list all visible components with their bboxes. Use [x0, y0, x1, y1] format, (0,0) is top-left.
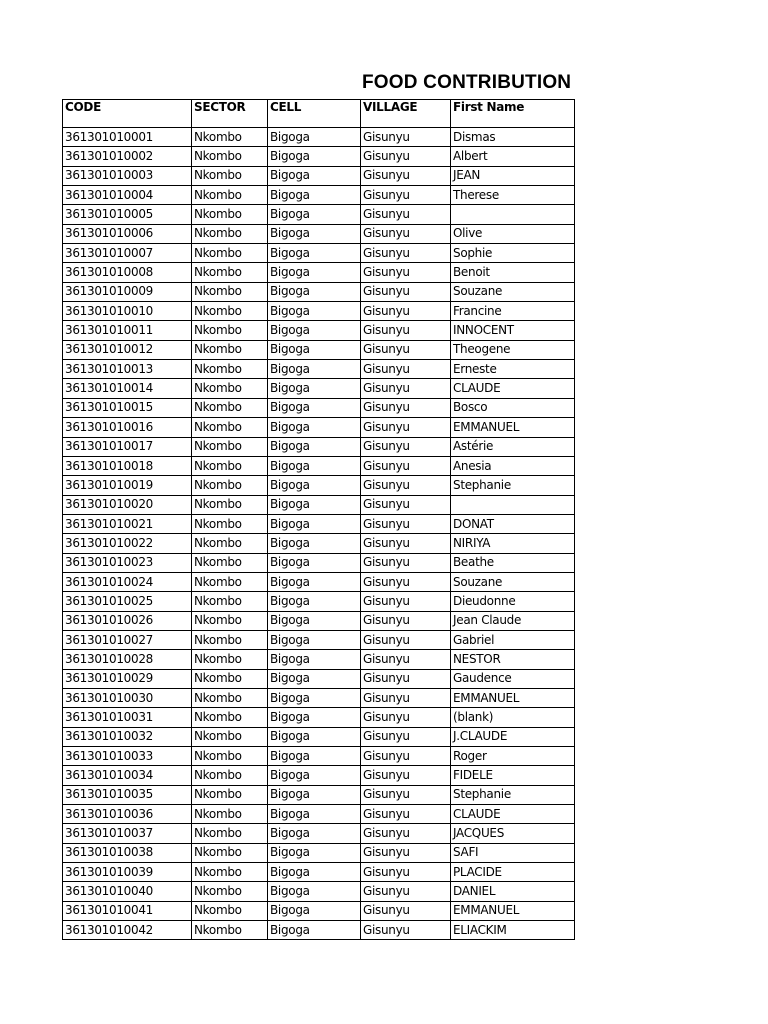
cell-village: Gisunyu — [361, 476, 451, 495]
cell-code: 361301010019 — [63, 476, 192, 495]
table-row — [63, 166, 575, 185]
cell-cell: Bigoga — [268, 456, 361, 475]
cell-first-name: EMMANUEL — [451, 418, 575, 437]
cell-village: Gisunyu — [361, 418, 451, 437]
cell-cell: Bigoga — [268, 495, 361, 514]
cell-cell: Bigoga — [268, 921, 361, 940]
cell-cell: Bigoga — [268, 166, 361, 185]
cell-cell: Bigoga — [268, 321, 361, 340]
cell-sector: Nkombo — [192, 128, 268, 147]
cell-code: 361301010026 — [63, 611, 192, 630]
cell-cell: Bigoga — [268, 379, 361, 398]
table-row — [63, 843, 575, 862]
cell-code: 361301010009 — [63, 282, 192, 301]
cell-first-name: DANIEL — [451, 882, 575, 901]
cell-code: 361301010024 — [63, 572, 192, 591]
cell-village: Gisunyu — [361, 263, 451, 282]
cell-sector: Nkombo — [192, 766, 268, 785]
cell-first-name: Benoit — [451, 263, 575, 282]
cell-village: Gisunyu — [361, 592, 451, 611]
cell-cell: Bigoga — [268, 147, 361, 166]
document-title: FOOD CONTRIBUTION — [362, 72, 572, 93]
cell-sector: Nkombo — [192, 224, 268, 243]
cell-cell: Bigoga — [268, 224, 361, 243]
cell-village: Gisunyu — [361, 611, 451, 630]
cell-cell: Bigoga — [268, 785, 361, 804]
table-row — [63, 282, 575, 301]
cell-village: Gisunyu — [361, 766, 451, 785]
cell-first-name: Dismas — [451, 128, 575, 147]
cell-first-name: Stephanie — [451, 785, 575, 804]
cell-cell: Bigoga — [268, 534, 361, 553]
cell-code: 361301010001 — [63, 128, 192, 147]
cell-sector: Nkombo — [192, 340, 268, 359]
cell-village: Gisunyu — [361, 921, 451, 940]
cell-village: Gisunyu — [361, 863, 451, 882]
cell-village: Gisunyu — [361, 708, 451, 727]
cell-village: Gisunyu — [361, 321, 451, 340]
table-row — [63, 302, 575, 321]
cell-sector: Nkombo — [192, 437, 268, 456]
cell-code: 361301010008 — [63, 263, 192, 282]
cell-sector: Nkombo — [192, 263, 268, 282]
cell-village: Gisunyu — [361, 360, 451, 379]
cell-code: 361301010036 — [63, 805, 192, 824]
cell-cell: Bigoga — [268, 128, 361, 147]
cell-first-name: Beathe — [451, 553, 575, 572]
cell-sector: Nkombo — [192, 592, 268, 611]
table-row — [63, 514, 575, 533]
table-row — [63, 669, 575, 688]
table-row — [63, 476, 575, 495]
cell-first-name: DONAT — [451, 514, 575, 533]
cell-cell: Bigoga — [268, 727, 361, 746]
cell-cell: Bigoga — [268, 824, 361, 843]
cell-first-name: EMMANUEL — [451, 901, 575, 920]
cell-cell: Bigoga — [268, 708, 361, 727]
header-row — [63, 100, 575, 128]
cell-code: 361301010012 — [63, 340, 192, 359]
column-header-first-name: First Name — [451, 100, 575, 128]
cell-code: 361301010035 — [63, 785, 192, 804]
cell-sector: Nkombo — [192, 534, 268, 553]
cell-first-name: PLACIDE — [451, 863, 575, 882]
cell-village: Gisunyu — [361, 534, 451, 553]
cell-first-name: FIDELE — [451, 766, 575, 785]
table-row — [63, 379, 575, 398]
cell-sector: Nkombo — [192, 514, 268, 533]
cell-sector: Nkombo — [192, 166, 268, 185]
cell-code: 361301010029 — [63, 669, 192, 688]
cell-cell: Bigoga — [268, 650, 361, 669]
cell-cell: Bigoga — [268, 766, 361, 785]
cell-first-name: Gabriel — [451, 630, 575, 649]
table-row — [63, 186, 575, 205]
cell-first-name: ELIACKIM — [451, 921, 575, 940]
cell-cell: Bigoga — [268, 747, 361, 766]
cell-cell: Bigoga — [268, 398, 361, 417]
table-row — [63, 437, 575, 456]
cell-village: Gisunyu — [361, 302, 451, 321]
cell-code: 361301010041 — [63, 901, 192, 920]
cell-village: Gisunyu — [361, 379, 451, 398]
table-row — [63, 650, 575, 669]
cell-village: Gisunyu — [361, 669, 451, 688]
column-header-cell: CELL — [268, 100, 361, 128]
cell-cell: Bigoga — [268, 863, 361, 882]
cell-sector: Nkombo — [192, 302, 268, 321]
cell-village: Gisunyu — [361, 398, 451, 417]
cell-village: Gisunyu — [361, 224, 451, 243]
table-row — [63, 205, 575, 224]
cell-sector: Nkombo — [192, 727, 268, 746]
cell-first-name: JACQUES — [451, 824, 575, 843]
cell-village: Gisunyu — [361, 166, 451, 185]
cell-sector: Nkombo — [192, 843, 268, 862]
cell-sector: Nkombo — [192, 921, 268, 940]
cell-first-name: EMMANUEL — [451, 688, 575, 707]
cell-sector: Nkombo — [192, 824, 268, 843]
table-row — [63, 611, 575, 630]
table-row — [63, 727, 575, 746]
cell-village: Gisunyu — [361, 128, 451, 147]
cell-village: Gisunyu — [361, 630, 451, 649]
cell-code: 361301010033 — [63, 747, 192, 766]
table-row — [63, 321, 575, 340]
column-header-village: VILLAGE — [361, 100, 451, 128]
cell-cell: Bigoga — [268, 901, 361, 920]
table-row — [63, 901, 575, 920]
cell-sector: Nkombo — [192, 418, 268, 437]
cell-first-name: Olive — [451, 224, 575, 243]
cell-first-name: SAFI — [451, 843, 575, 862]
cell-code: 361301010016 — [63, 418, 192, 437]
table-row — [63, 572, 575, 591]
cell-cell: Bigoga — [268, 669, 361, 688]
cell-cell: Bigoga — [268, 360, 361, 379]
cell-code: 361301010005 — [63, 205, 192, 224]
cell-cell: Bigoga — [268, 205, 361, 224]
cell-first-name: J.CLAUDE — [451, 727, 575, 746]
cell-sector: Nkombo — [192, 882, 268, 901]
cell-first-name: CLAUDE — [451, 805, 575, 824]
cell-code: 361301010031 — [63, 708, 192, 727]
table-row — [63, 456, 575, 475]
cell-first-name: Albert — [451, 147, 575, 166]
cell-cell: Bigoga — [268, 263, 361, 282]
table-row — [63, 398, 575, 417]
cell-village: Gisunyu — [361, 340, 451, 359]
cell-sector: Nkombo — [192, 747, 268, 766]
cell-village: Gisunyu — [361, 282, 451, 301]
cell-sector: Nkombo — [192, 186, 268, 205]
table-row — [63, 553, 575, 572]
cell-village: Gisunyu — [361, 824, 451, 843]
cell-code: 361301010022 — [63, 534, 192, 553]
cell-cell: Bigoga — [268, 186, 361, 205]
cell-sector: Nkombo — [192, 553, 268, 572]
cell-first-name: Therese — [451, 186, 575, 205]
cell-cell: Bigoga — [268, 302, 361, 321]
cell-code: 361301010002 — [63, 147, 192, 166]
cell-sector: Nkombo — [192, 205, 268, 224]
table-row — [63, 747, 575, 766]
cell-cell: Bigoga — [268, 882, 361, 901]
cell-first-name: Bosco — [451, 398, 575, 417]
cell-village: Gisunyu — [361, 186, 451, 205]
cell-cell: Bigoga — [268, 572, 361, 591]
cell-sector: Nkombo — [192, 901, 268, 920]
cell-village: Gisunyu — [361, 747, 451, 766]
cell-cell: Bigoga — [268, 553, 361, 572]
cell-first-name: Erneste — [451, 360, 575, 379]
cell-village: Gisunyu — [361, 553, 451, 572]
table-row — [63, 147, 575, 166]
cell-first-name: Souzane — [451, 282, 575, 301]
cell-first-name: Stephanie — [451, 476, 575, 495]
table-row — [63, 224, 575, 243]
cell-cell: Bigoga — [268, 514, 361, 533]
cell-first-name: NESTOR — [451, 650, 575, 669]
cell-code: 361301010011 — [63, 321, 192, 340]
cell-code: 361301010018 — [63, 456, 192, 475]
cell-code: 361301010007 — [63, 244, 192, 263]
table-row — [63, 708, 575, 727]
cell-cell: Bigoga — [268, 340, 361, 359]
cell-cell: Bigoga — [268, 611, 361, 630]
cell-code: 361301010023 — [63, 553, 192, 572]
cell-code: 361301010028 — [63, 650, 192, 669]
cell-code: 361301010015 — [63, 398, 192, 417]
cell-village: Gisunyu — [361, 437, 451, 456]
cell-village: Gisunyu — [361, 688, 451, 707]
table-row — [63, 340, 575, 359]
column-header-sector: SECTOR — [192, 100, 268, 128]
table-row — [63, 785, 575, 804]
table-body — [63, 128, 575, 940]
cell-village: Gisunyu — [361, 244, 451, 263]
cell-first-name: Astérie — [451, 437, 575, 456]
table-row — [63, 630, 575, 649]
cell-sector: Nkombo — [192, 863, 268, 882]
cell-cell: Bigoga — [268, 843, 361, 862]
cell-code: 361301010021 — [63, 514, 192, 533]
cell-first-name: Dieudonne — [451, 592, 575, 611]
cell-sector: Nkombo — [192, 572, 268, 591]
cell-cell: Bigoga — [268, 688, 361, 707]
cell-sector: Nkombo — [192, 650, 268, 669]
cell-code: 361301010017 — [63, 437, 192, 456]
cell-sector: Nkombo — [192, 282, 268, 301]
cell-sector: Nkombo — [192, 805, 268, 824]
cell-sector: Nkombo — [192, 495, 268, 514]
table-row — [63, 263, 575, 282]
table-row — [63, 128, 575, 147]
cell-code: 361301010020 — [63, 495, 192, 514]
cell-cell: Bigoga — [268, 592, 361, 611]
cell-first-name — [451, 495, 575, 514]
cell-sector: Nkombo — [192, 611, 268, 630]
table-row — [63, 882, 575, 901]
cell-code: 361301010027 — [63, 630, 192, 649]
cell-first-name: INNOCENT — [451, 321, 575, 340]
cell-sector: Nkombo — [192, 360, 268, 379]
cell-village: Gisunyu — [361, 147, 451, 166]
cell-first-name: Sophie — [451, 244, 575, 263]
cell-sector: Nkombo — [192, 476, 268, 495]
cell-sector: Nkombo — [192, 244, 268, 263]
cell-village: Gisunyu — [361, 901, 451, 920]
cell-first-name: NIRIYA — [451, 534, 575, 553]
cell-sector: Nkombo — [192, 669, 268, 688]
cell-code: 361301010013 — [63, 360, 192, 379]
cell-village: Gisunyu — [361, 805, 451, 824]
table-row — [63, 863, 575, 882]
cell-first-name: Jean Claude — [451, 611, 575, 630]
cell-village: Gisunyu — [361, 514, 451, 533]
table-row — [63, 766, 575, 785]
cell-first-name: Roger — [451, 747, 575, 766]
cell-cell: Bigoga — [268, 437, 361, 456]
cell-village: Gisunyu — [361, 650, 451, 669]
cell-code: 361301010006 — [63, 224, 192, 243]
cell-sector: Nkombo — [192, 785, 268, 804]
cell-village: Gisunyu — [361, 456, 451, 475]
cell-code: 361301010030 — [63, 688, 192, 707]
contribution-table — [62, 99, 575, 940]
cell-code: 361301010037 — [63, 824, 192, 843]
cell-code: 361301010034 — [63, 766, 192, 785]
table-row — [63, 921, 575, 940]
cell-cell: Bigoga — [268, 805, 361, 824]
table-row — [63, 534, 575, 553]
cell-code: 361301010038 — [63, 843, 192, 862]
cell-first-name: CLAUDE — [451, 379, 575, 398]
cell-cell: Bigoga — [268, 630, 361, 649]
cell-sector: Nkombo — [192, 147, 268, 166]
cell-code: 361301010014 — [63, 379, 192, 398]
cell-code: 361301010010 — [63, 302, 192, 321]
cell-first-name: Francine — [451, 302, 575, 321]
cell-first-name: Gaudence — [451, 669, 575, 688]
cell-first-name — [451, 205, 575, 224]
cell-village: Gisunyu — [361, 495, 451, 514]
cell-code: 361301010004 — [63, 186, 192, 205]
cell-cell: Bigoga — [268, 476, 361, 495]
cell-first-name: Theogene — [451, 340, 575, 359]
cell-sector: Nkombo — [192, 708, 268, 727]
cell-code: 361301010039 — [63, 863, 192, 882]
table-row — [63, 805, 575, 824]
cell-first-name: Souzane — [451, 572, 575, 591]
cell-village: Gisunyu — [361, 205, 451, 224]
cell-code: 361301010040 — [63, 882, 192, 901]
cell-village: Gisunyu — [361, 727, 451, 746]
table-row — [63, 824, 575, 843]
table-row — [63, 360, 575, 379]
cell-sector: Nkombo — [192, 321, 268, 340]
cell-cell: Bigoga — [268, 418, 361, 437]
cell-sector: Nkombo — [192, 688, 268, 707]
cell-code: 361301010025 — [63, 592, 192, 611]
table-row — [63, 495, 575, 514]
table-row — [63, 244, 575, 263]
cell-sector: Nkombo — [192, 630, 268, 649]
cell-village: Gisunyu — [361, 843, 451, 862]
table-row — [63, 418, 575, 437]
cell-village: Gisunyu — [361, 882, 451, 901]
cell-first-name: (blank) — [451, 708, 575, 727]
column-header-code: CODE — [63, 100, 192, 128]
table-row — [63, 592, 575, 611]
cell-first-name: JEAN — [451, 166, 575, 185]
cell-village: Gisunyu — [361, 785, 451, 804]
cell-cell: Bigoga — [268, 244, 361, 263]
cell-cell: Bigoga — [268, 282, 361, 301]
cell-code: 361301010042 — [63, 921, 192, 940]
table-row — [63, 688, 575, 707]
cell-code: 361301010032 — [63, 727, 192, 746]
cell-sector: Nkombo — [192, 398, 268, 417]
cell-code: 361301010003 — [63, 166, 192, 185]
cell-first-name: Anesia — [451, 456, 575, 475]
cell-sector: Nkombo — [192, 456, 268, 475]
cell-sector: Nkombo — [192, 379, 268, 398]
cell-village: Gisunyu — [361, 572, 451, 591]
